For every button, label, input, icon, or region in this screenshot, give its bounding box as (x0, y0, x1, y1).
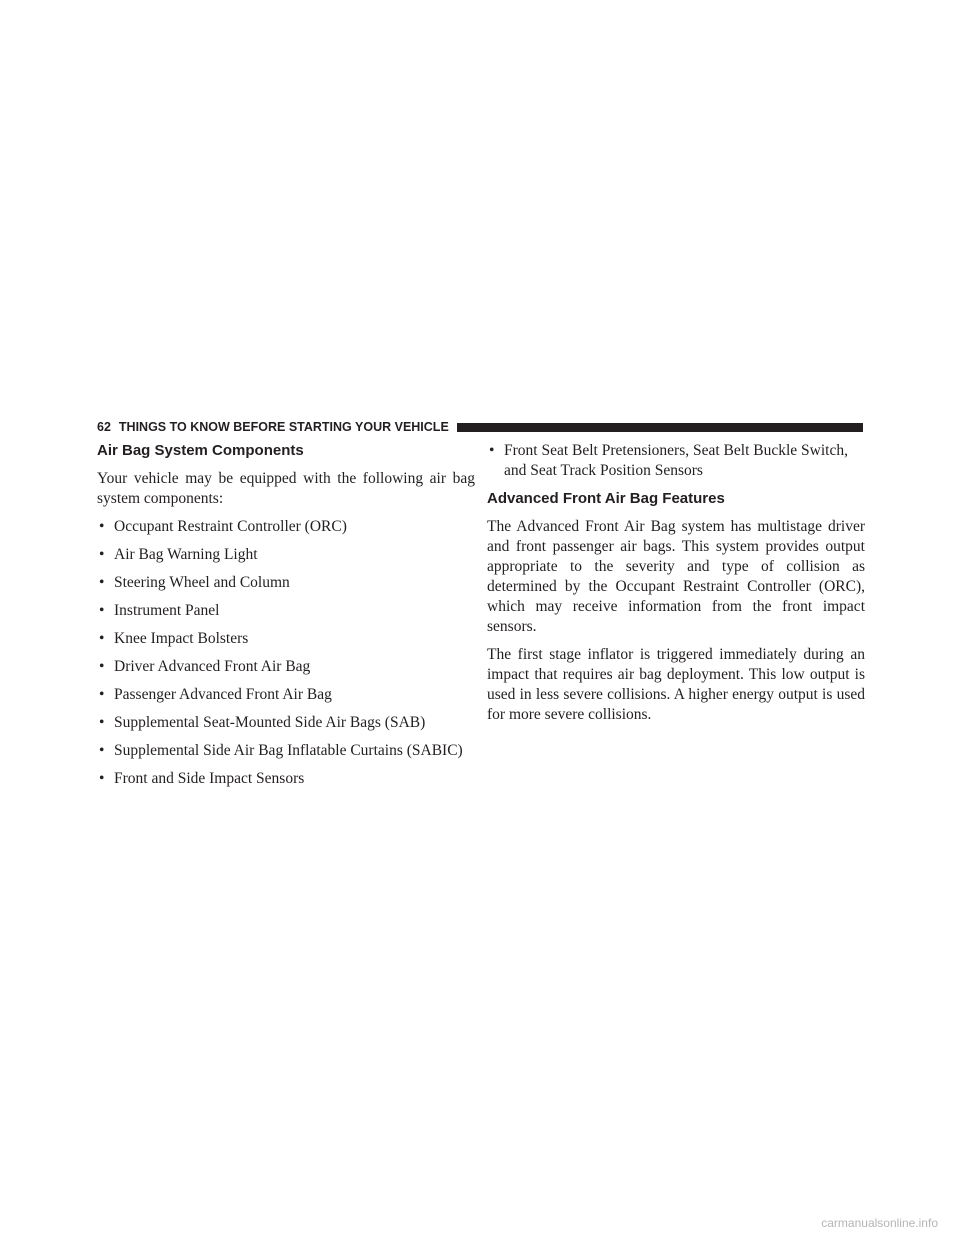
list-item: • Supplemental Side Air Bag Inflatable Curtains (SABIC) (99, 742, 463, 759)
header-rule (457, 423, 863, 432)
section-title: THINGS TO KNOW BEFORE STARTING YOUR VEHICLE (118, 420, 449, 434)
bullet-icon: • (99, 574, 105, 591)
list-item: • Air Bag Warning Light (99, 546, 258, 563)
bullet-icon: • (99, 518, 105, 535)
sensors-list (487, 441, 865, 481)
list-item: • Supplemental Seat-Mounted Side Air Bags (SAB) (99, 714, 426, 731)
components-list (97, 517, 475, 789)
bullet-icon: • (99, 742, 105, 759)
list-item: • Driver Advanced Front Air Bag (99, 658, 311, 675)
bullet-icon: • (99, 658, 105, 675)
watermark: carmanualsonline.info (821, 1216, 938, 1230)
bullet-icon: • (99, 602, 105, 619)
page-number: 62 (97, 420, 111, 434)
bullet-icon: • (99, 546, 105, 563)
bullet-icon: • (99, 630, 105, 647)
right-column (487, 441, 865, 733)
left-column (97, 441, 475, 797)
components-intro: Your vehicle may be equipped with the following air bag system components: (97, 470, 475, 507)
list-item: • Front Seat Belt Pretensioners, Seat Belt Buckle Switch, and Seat Track Position Sensors (489, 442, 848, 479)
list-item: • Occupant Restraint Controller (ORC) (99, 518, 347, 535)
bullet-icon: • (99, 770, 105, 787)
list-item: • Instrument Panel (99, 602, 220, 619)
list-item: • Knee Impact Bolsters (99, 630, 249, 647)
bullet-icon: • (99, 686, 105, 703)
list-item: • Passenger Advanced Front Air Bag (99, 686, 332, 703)
bullet-icon: • (489, 442, 495, 459)
section-heading-components: Air Bag System Components (97, 442, 304, 459)
list-item: • Steering Wheel and Column (99, 574, 290, 591)
bullet-icon: • (99, 714, 105, 731)
paragraph: The Advanced Front Air Bag system has multistage driver and front passenger air bags. This system provides output appropriate to the severity and type of collision as determined by the Occupant Restraint Controller (ORC), which may receive information from the front impact sensors. (487, 518, 865, 635)
section-heading-advanced-features: Advanced Front Air Bag Features (487, 490, 725, 507)
list-item: • Front and Side Impact Sensors (99, 770, 305, 787)
running-header (97, 417, 863, 437)
paragraph: The first stage inflator is triggered immediately during an impact that requires air bag deployment. This low output is used in less severe collisions. A higher energy output is used for more severe collisions. (487, 646, 865, 723)
